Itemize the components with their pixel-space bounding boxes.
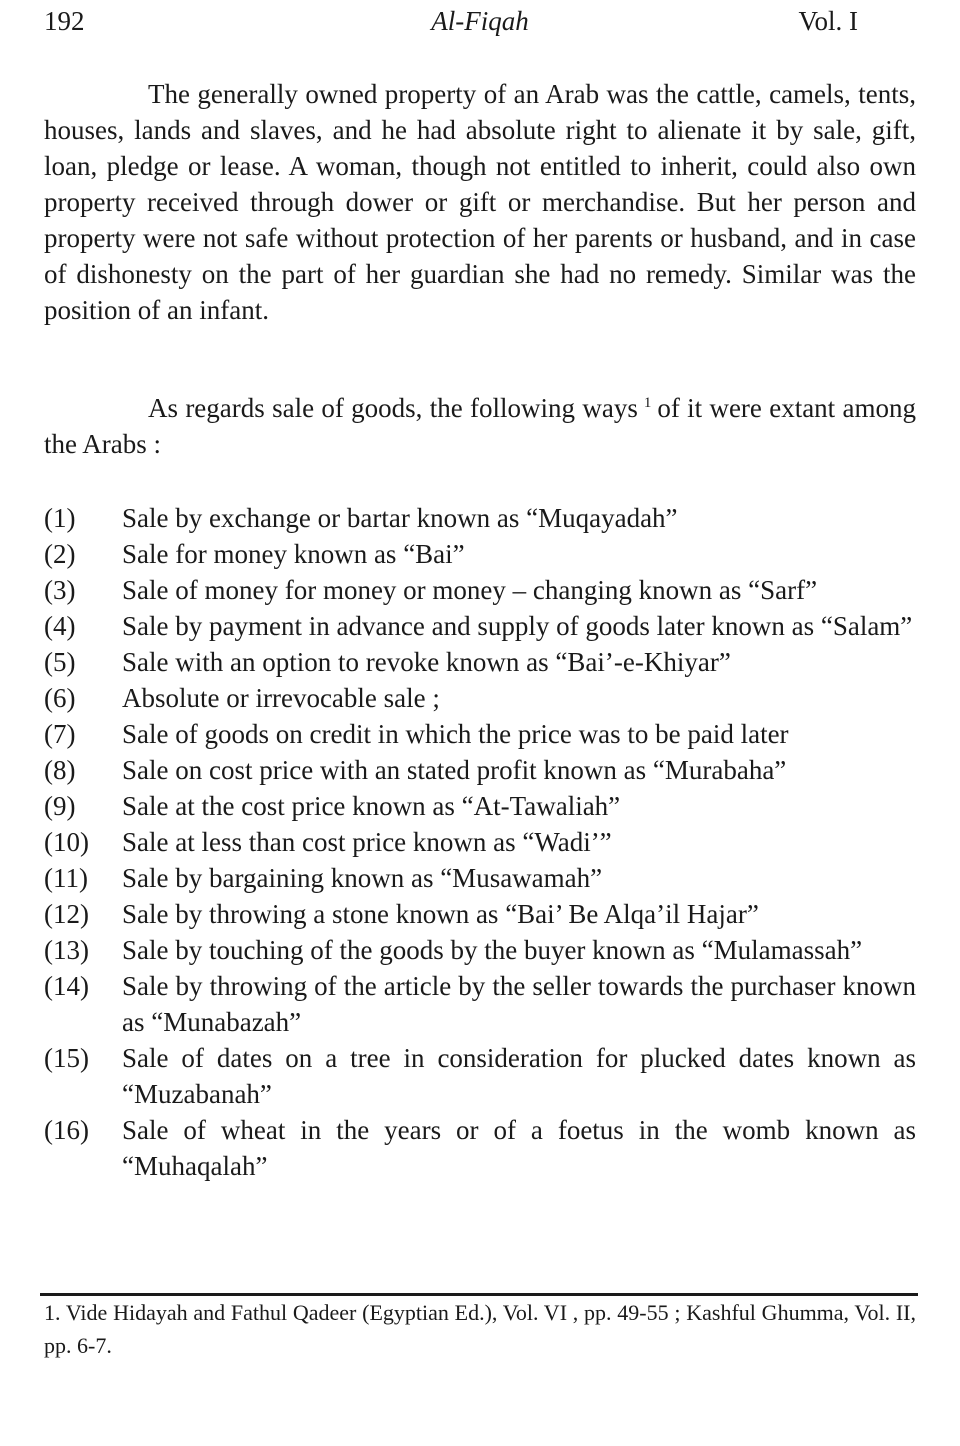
list-item-number: (7) xyxy=(44,719,76,749)
list-item-number: (15) xyxy=(44,1043,89,1073)
list-item xyxy=(44,644,916,680)
list-item-text: Sale at less than cost price known as “Wadi’” xyxy=(122,827,612,857)
list-item-text: Sale by bargaining known as “Musawamah” xyxy=(122,863,603,893)
list-item-number: (12) xyxy=(44,899,89,929)
list-item-text: Sale of dates on a tree in consideration for plucked dates known as “Muzabanah” xyxy=(122,1043,916,1109)
list-item-number: (5) xyxy=(44,647,76,677)
list-item-number: (6) xyxy=(44,683,76,713)
list-item xyxy=(44,716,916,752)
list-item-text: Sale on cost price with an stated profit known as “Murabaha” xyxy=(122,755,787,785)
list-item xyxy=(44,500,916,536)
page-number: 192 xyxy=(44,6,85,36)
list-item-number: (4) xyxy=(44,611,76,641)
list-item-number: (14) xyxy=(44,971,89,1001)
book-title: Al-Fiqah xyxy=(431,6,529,36)
volume-label: Vol. I xyxy=(798,6,858,36)
list-item-text: Sale by payment in advance and supply of goods later known as “Salam” xyxy=(122,611,913,641)
list-item xyxy=(44,608,916,644)
list-item-number: (16) xyxy=(44,1115,89,1145)
list-item-text: Sale by throwing of the article by the seller towards the purchaser known as “Munabazah” xyxy=(122,971,916,1037)
list-item-text: Sale with an option to revoke known as “Bai’-e-Khiyar” xyxy=(122,647,731,677)
list-item xyxy=(44,968,916,1040)
list-item-text: Sale by throwing a stone known as “Bai’ Be Alqa’il Hajar” xyxy=(122,899,759,929)
list-item xyxy=(44,788,916,824)
list-item-number: (3) xyxy=(44,575,76,605)
list-item-text: Sale of goods on credit in which the price was to be paid later xyxy=(122,719,789,749)
running-header xyxy=(44,6,916,42)
paragraph-sale-intro xyxy=(44,390,916,462)
list-item xyxy=(44,896,916,932)
list-item xyxy=(44,932,916,968)
list-item-number: (8) xyxy=(44,755,76,785)
list-item-number: (2) xyxy=(44,539,76,569)
list-item-text: Sale at the cost price known as “At-Tawaliah” xyxy=(122,791,621,821)
list-item-number: (1) xyxy=(44,503,76,533)
list-item xyxy=(44,824,916,860)
footnote-reference: 1 xyxy=(643,395,652,411)
list-item-text: Sale by exchange or bartar known as “Muqayadah” xyxy=(122,503,678,533)
list-item-number: (13) xyxy=(44,935,89,965)
list-item-number: (10) xyxy=(44,827,89,857)
sale-types-list xyxy=(44,500,916,1184)
list-item xyxy=(44,860,916,896)
list-item xyxy=(44,572,916,608)
footnote: 1. Vide Hidayah and Fathul Qadeer (Egyptian Ed.), Vol. VI , pp. 49-55 ; Kashful Ghumma, Vol. II, pp. 6-7. xyxy=(44,1300,916,1358)
list-item xyxy=(44,1040,916,1112)
list-item-text: Sale for money known as “Bai” xyxy=(122,539,465,569)
list-item xyxy=(44,752,916,788)
list-item-number: (11) xyxy=(44,863,88,893)
list-item-text: Sale of wheat in the years or of a foetus in the womb known as “Muhaqalah” xyxy=(122,1115,916,1181)
list-item-text: Sale of money for money or money – changing known as “Sarf” xyxy=(122,575,818,605)
list-item-number: (9) xyxy=(44,791,76,821)
paragraph-sale-intro-text-end: of it were extant among the Arabs : xyxy=(44,393,916,459)
list-item xyxy=(44,1112,916,1184)
paragraph-property: The generally owned property of an Arab was the cattle, camels, tents, houses, lands and slaves, and he had absolute right to alienate it by sale, gift, loan, pledge or lease. A woman, though not entitled to inherit, could also own property received through dower or gift or merchandise. But her person and property were not safe without protection of her parents or husband, and in case of dishonesty on the part of her guardian she had no remedy. Similar was the position of an infant. xyxy=(44,79,916,325)
list-item-text: Sale by touching of the goods by the buyer known as “Mulamassah” xyxy=(122,935,863,965)
paragraph-sale-intro-text: As regards sale of goods, the following ways xyxy=(148,393,638,423)
list-item-text: Absolute or irrevocable sale ; xyxy=(122,683,440,713)
list-item xyxy=(44,680,916,716)
list-item xyxy=(44,536,916,572)
